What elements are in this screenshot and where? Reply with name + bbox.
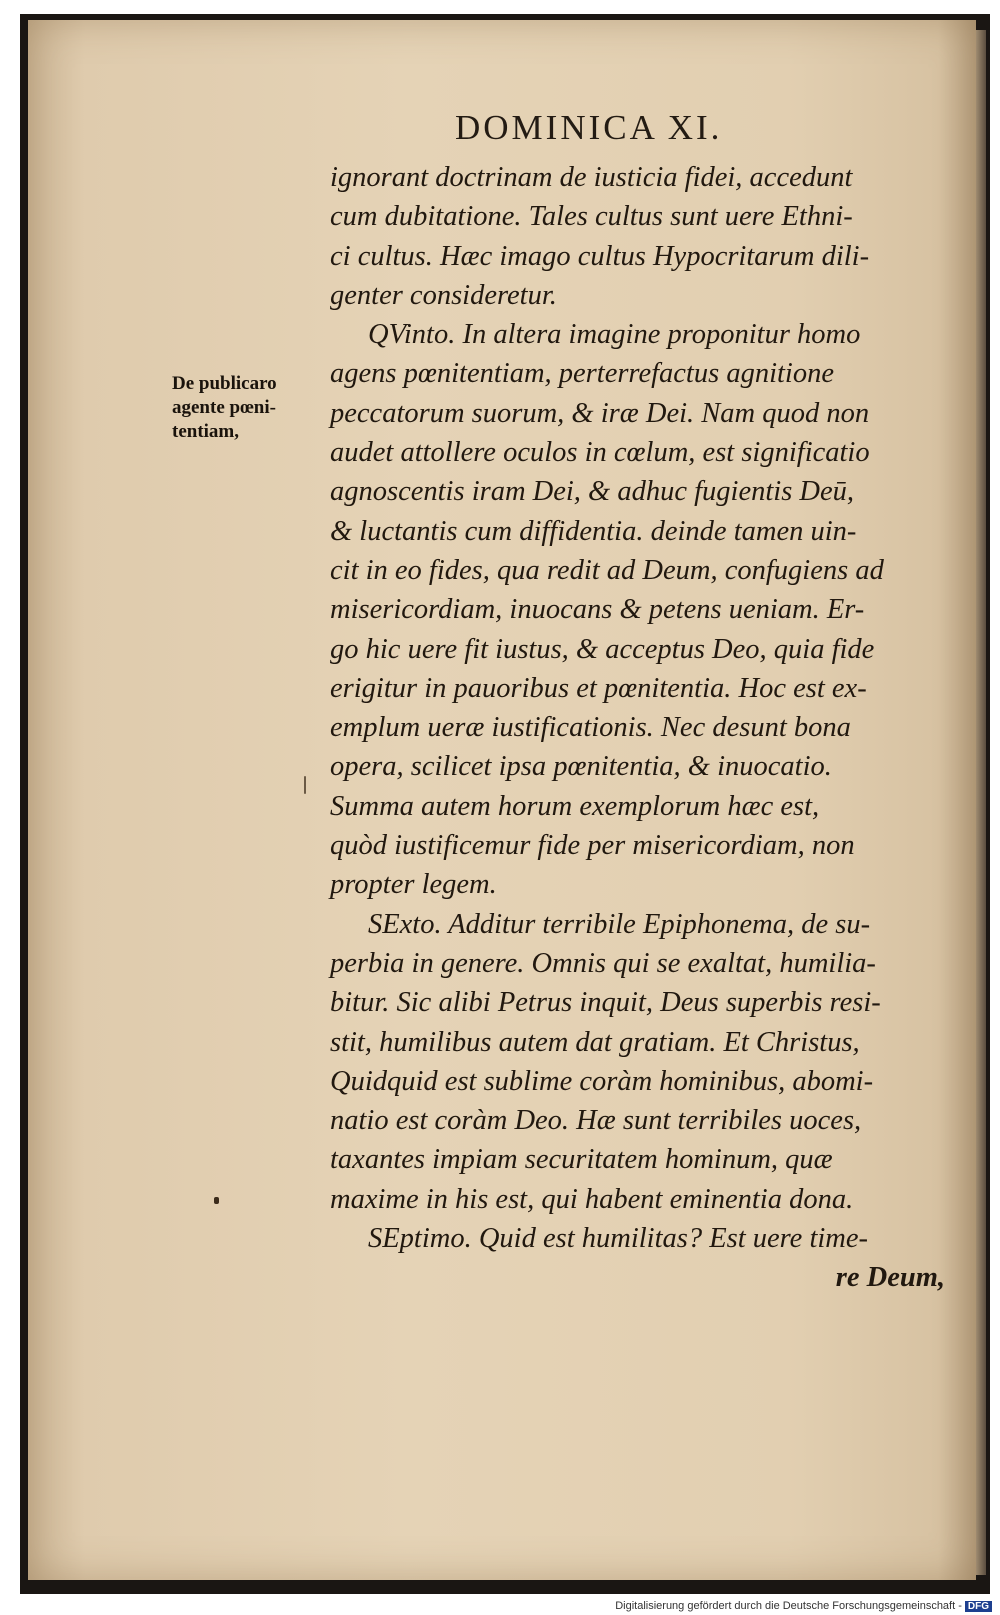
ink-speck (214, 1197, 219, 1204)
text-line: maxime in his est, qui habent eminentia dona. (330, 1183, 854, 1215)
catchword: re Deum, (835, 1262, 945, 1294)
text-line: misericordiam, inuocans & petens ueniam. Er- (330, 594, 865, 626)
text-line: & luctantis cum diffidentia. deinde tamen uin- (330, 515, 857, 547)
text-line: Summa autem horum exemplorum hæc est, (330, 790, 820, 822)
running-head: DOMINICA XI. (455, 108, 723, 147)
paragraph-quinto-start: QVinto. In altera imagine proponitur homo (368, 319, 861, 351)
marginal-note-line: tentiam, (172, 421, 240, 442)
ink-mark (304, 776, 306, 794)
text-line: ignorant doctrinam de iusticia fidei, accedunt (330, 162, 853, 193)
text-line: peccatorum suorum, & iræ Dei. Nam quod non (330, 397, 870, 429)
marginal-note-line: De publicaro (172, 373, 277, 394)
text-line: emplum ueræ iustificationis. Nec desunt bona (330, 712, 851, 744)
marginal-note (172, 372, 322, 444)
text-line: natio est coràm Deo. Hæ sunt terribiles uoces, (330, 1105, 862, 1137)
text-line: genter consideretur. (330, 279, 557, 311)
marginal-note-line: agente pœni- (172, 397, 276, 418)
text-line: Quidquid est sublime coràm hominibus, abomi- (330, 1065, 874, 1097)
text-line: opera, scilicet ipsa pœnitentia, & inuocatio. (330, 751, 832, 783)
dfg-logo: DFG (965, 1601, 992, 1612)
paragraph-sexto-start: SExto. Additur terribile Epiphonema, de su- (368, 908, 871, 940)
digitization-footer (615, 1600, 992, 1612)
text-line: audet attollere oculos in cœlum, est significatio (330, 437, 870, 469)
text-line: agens pœnitentiam, perterrefactus agnitione (330, 358, 834, 390)
text-line: perbia in genere. Omnis qui se exaltat, humilia- (330, 947, 876, 979)
text-line: cit in eo fides, qua redit ad Deum, confugiens ad (330, 554, 884, 586)
text-line: go hic uere fit iustus, & acceptus Deo, quia fide (330, 633, 875, 665)
text-line: cum dubitatione. Tales cultus sunt uere Ethni- (330, 201, 853, 233)
text-line: ci cultus. Hæc imago cultus Hypocritarum dili- (330, 240, 870, 272)
text-line: taxantes impiam securitatem hominum, quæ (330, 1144, 833, 1176)
page-edge-shadow (976, 30, 986, 1575)
text-line: erigitur in pauoribus et pœnitentia. Hoc est ex- (330, 672, 867, 704)
text-line: propter legem. (330, 869, 497, 901)
paragraph-septimo-start: SEptimo. Quid est humilitas? Est uere time- (368, 1223, 869, 1255)
body-text (330, 158, 945, 1298)
footer-text: Digitalisierung gefördert durch die Deutsche Forschungsgemeinschaft - (615, 1600, 962, 1612)
text-line: stit, humilibus autem dat gratiam. Et Christus, (330, 1026, 860, 1058)
text-line: agnoscentis iram Dei, & adhuc fugientis Deū, (330, 476, 855, 508)
text-line: quòd iustificemur fide per misericordiam, non (330, 830, 855, 862)
text-line: bitur. Sic alibi Petrus inquit, Deus superbis resi- (330, 987, 881, 1019)
